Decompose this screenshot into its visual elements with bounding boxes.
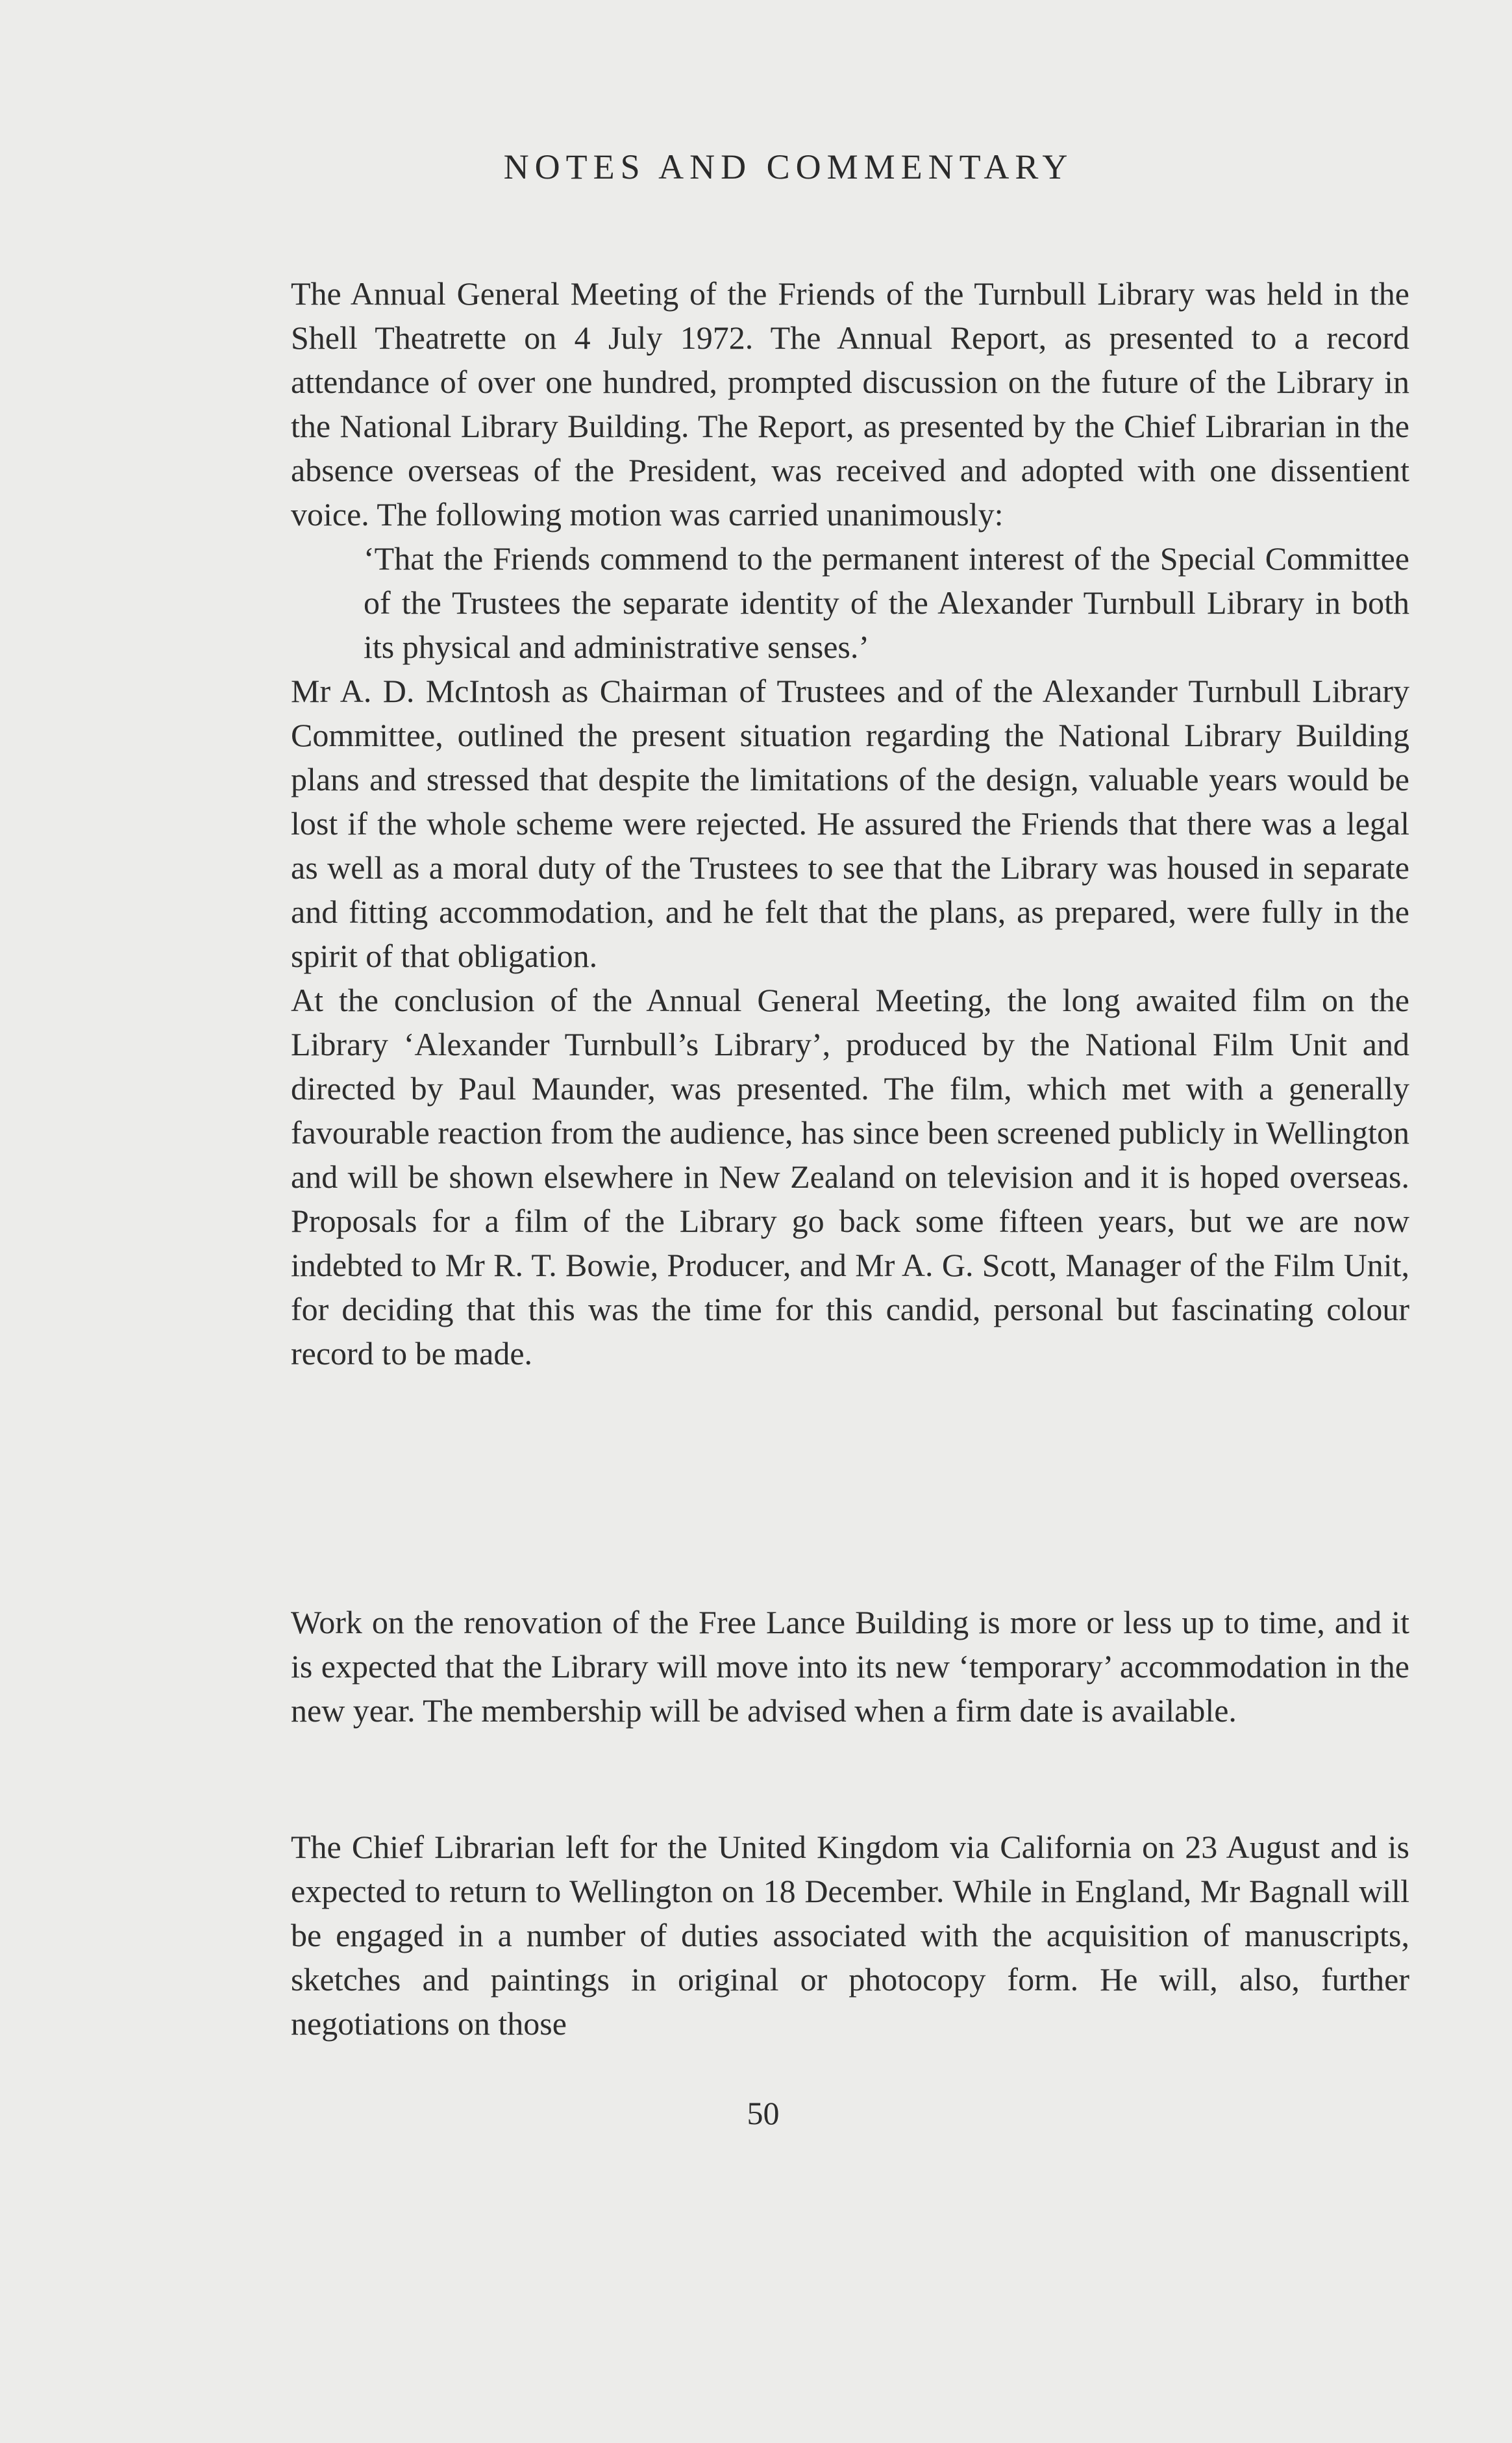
librarian-section — [291, 1825, 1409, 2046]
renovation-paragraph: Work on the renovation of the Free Lance Building is more or less up to time, and it is expected that the Library will move into its new ‘temporary’ accommodation in the new year. The membership will be advised when a firm date is available. — [291, 1604, 1409, 1729]
film-paragraph: At the conclusion of the Annual General Meeting, the long awaited film on the Library ‘Alexander Turnbull’s Library’, produced by the National Film Unit and directed by Paul Maunder, was presented. The film, which met with a generally favourable reaction from the audience, has since been screened publicly in Wellington and will be shown elsewhere in New Zealand on television and it is hoped overseas. Proposals for a film of the Library go back some fifteen years, but we are now indebted to Mr R. T. Bowie, Producer, and Mr A. G. Scott, Manager of the Film Unit, for deciding that this was the time for this candid, personal but fascinating colour record to be made. — [291, 982, 1409, 1372]
renovation-section — [291, 1600, 1409, 1733]
page-heading: NOTES AND COMMENTARY — [503, 147, 1074, 186]
page-number: 50 — [747, 2095, 780, 2131]
agm-section — [291, 271, 1409, 1375]
agm-intro-paragraph: The Annual General Meeting of the Friends of the Turnbull Library was held in the Shell Theatrette on 4 July 1972. The Annual Report, as presented to a record attendance of over one hundred, prompted discussion on the future of the Library in the National Library Building. The Report, as presented by the Chief Librarian in the absence overseas of the President, was received and adopted with one dissentient voice. The following motion was carried unanimously: — [291, 275, 1409, 532]
motion-quote: ‘That the Friends commend to the permanent interest of the Special Committee of the Trustees the separate identity of the Alexander Turnbull Library in both its physical and administrative senses.’ — [364, 540, 1409, 665]
librarian-paragraph: The Chief Librarian left for the United Kingdom via California on 23 August and is expected to return to Wellington on 18 December. While in England, Mr Bagnall will be engaged in a number of duties associated with the acquisition of manuscripts, sketches and paintings in original or photocopy form. He will, also, further negotiations on those — [291, 1829, 1409, 2042]
mcintosh-paragraph: Mr A. D. McIntosh as Chairman of Trustees and of the Alexander Turnbull Library Committee, outlined the present situation regarding the National Library Building plans and stressed that despite the limitations of the design, valuable years would be lost if the whole scheme were rejected. He assured the Friends that there was a legal as well as a moral duty of the Trustees to see that the Library was housed in separate and fitting accommodation, and he felt that the plans, as prepared, were fully in the spirit of that obligation. — [291, 673, 1409, 974]
